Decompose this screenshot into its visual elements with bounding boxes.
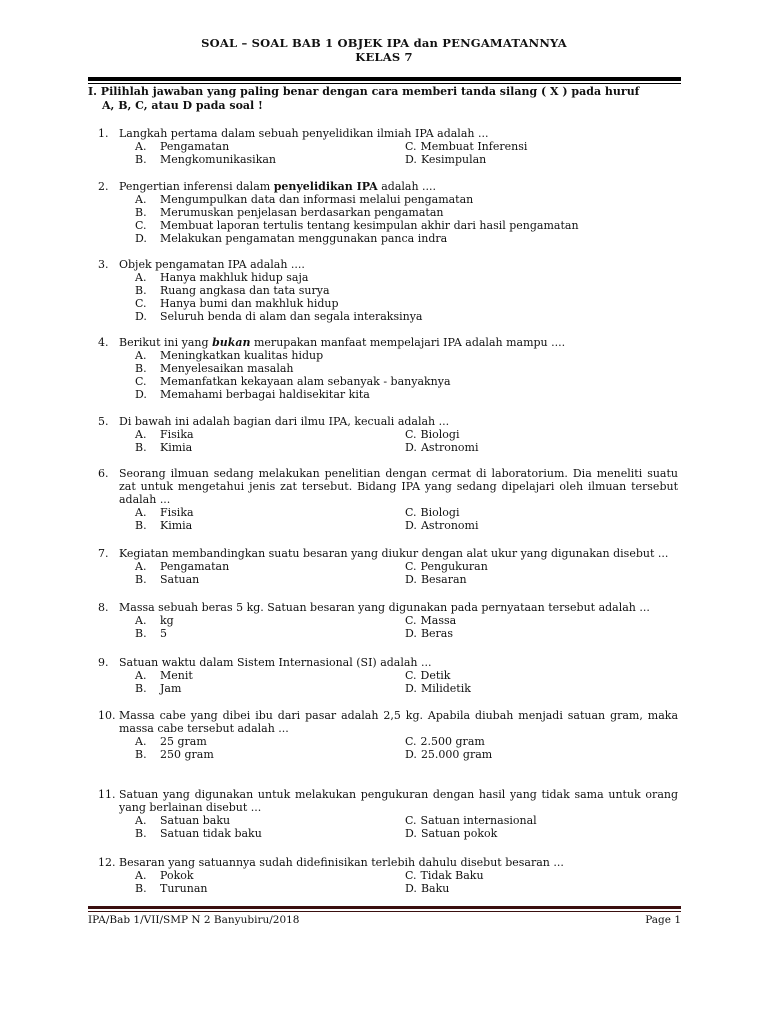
option-b[interactable]: B. Mengkomunikasikan — [135, 153, 276, 166]
option-b[interactable]: B. 5 — [135, 627, 167, 640]
question-text: Massa cabe yang dibei ibu dari pasar adalah 2,5 kg. Apabila diubah menjadi satuan gram, maka massa cabe tersebut adalah ... — [119, 709, 678, 735]
question-3 — [98, 258, 678, 323]
page-header — [0, 36, 768, 64]
question-text: Satuan yang digunakan untuk melakukan pengukuran dengan hasil yang tidak sama untuk orang yang berlainan disebut ... — [119, 788, 678, 814]
instruction — [88, 85, 688, 113]
option-d[interactable]: D. Kesimpulan — [405, 153, 487, 166]
question-number: 5. — [98, 415, 109, 428]
option-a[interactable]: A. Meningkatkan kualitas hidup — [135, 349, 324, 362]
page-title: SOAL – SOAL BAB 1 OBJEK IPA dan PENGAMATANNYA — [201, 36, 567, 50]
question-text: Pengertian inferensi dalam penyelidikan IPA adalah .... — [119, 180, 437, 193]
option-b[interactable]: B. Kimia — [135, 441, 193, 454]
question-text: Massa sebuah beras 5 kg. Satuan besaran yang digunakan pada pernyataan tersebut adalah ... — [119, 601, 650, 614]
option-c[interactable]: C. Hanya bumi dan makhluk hidup — [135, 297, 339, 310]
option-c[interactable]: C. Satuan internasional — [405, 814, 537, 827]
question-text: Berikut ini yang bukan merupakan manfaat mempelajari IPA adalah mampu .... — [119, 336, 566, 349]
option-c[interactable]: C. Membuat Inferensi — [405, 140, 528, 153]
option-a[interactable]: A. Pengamatan — [135, 140, 230, 153]
question-number: 12. — [98, 856, 116, 869]
question-text: Objek pengamatan IPA adalah .... — [119, 258, 305, 271]
option-c[interactable]: C. Tidak Baku — [405, 869, 484, 882]
footer-rule — [88, 906, 681, 909]
question-7 — [98, 547, 678, 586]
header-rule — [88, 77, 681, 81]
option-c[interactable]: C. Detik — [405, 669, 451, 682]
option-d[interactable]: D. Memahami berbagai haldisekitar kita — [135, 388, 370, 401]
option-b[interactable]: B. Jam — [135, 682, 182, 695]
question-number: 7. — [98, 547, 109, 560]
option-a[interactable]: A. Fisika — [135, 428, 194, 441]
option-c[interactable]: C. Massa — [405, 614, 457, 627]
option-d[interactable]: D. Baku — [405, 882, 450, 895]
option-d[interactable]: D. Beras — [405, 627, 453, 640]
page-number: Page 1 — [645, 914, 681, 926]
option-a[interactable]: A. 25 gram — [135, 735, 207, 748]
question-9 — [98, 656, 678, 695]
question-number: 8. — [98, 601, 109, 614]
header-rule-thin — [88, 83, 681, 84]
option-b[interactable]: B. Satuan tidak baku — [135, 827, 262, 840]
option-b[interactable]: B. Kimia — [135, 519, 193, 532]
question-number: 9. — [98, 656, 109, 669]
option-c[interactable]: C. Biologi — [405, 506, 460, 519]
question-number: 2. — [98, 180, 109, 193]
option-d[interactable]: D. Satuan pokok — [405, 827, 498, 840]
question-number: 4. — [98, 336, 109, 349]
question-number: 6. — [98, 467, 109, 480]
question-4 — [98, 336, 678, 401]
option-a[interactable]: A. Mengumpulkan data dan informasi melalui pengamatan — [135, 193, 474, 206]
question-6 — [98, 467, 678, 532]
option-d[interactable]: D. 25.000 gram — [405, 748, 493, 761]
option-b[interactable]: B. 250 gram — [135, 748, 214, 761]
option-b[interactable]: B. Turunan — [135, 882, 208, 895]
question-number: 10. — [98, 709, 116, 722]
question-5 — [98, 415, 678, 454]
option-a[interactable]: A. Pengamatan — [135, 560, 230, 573]
question-1 — [98, 127, 678, 166]
option-a[interactable]: A. Hanya makhluk hidup saja — [135, 271, 309, 284]
option-a[interactable]: A. kg — [135, 614, 174, 627]
question-8 — [98, 601, 678, 640]
option-a[interactable]: A. Menit — [135, 669, 193, 682]
option-a[interactable]: A. Satuan baku — [135, 814, 231, 827]
question-text: Kegiatan membandingkan suatu besaran yang diukur dengan alat ukur yang digunakan disebut ... — [119, 547, 669, 560]
option-c[interactable]: C. Membuat laporan tertulis tentang kesimpulan akhir dari hasil pengamatan — [135, 219, 579, 232]
question-text: Seorang ilmuan sedang melakukan penelitian dengan cermat di laboratorium. Dia meneliti suatu zat untuk mengetahui jenis zat tersebut. Bidang IPA yang sedang dipelajari oleh ilmuan tersebut adalah ... — [119, 467, 678, 506]
option-d[interactable]: D. Astronomi — [405, 441, 479, 454]
option-d[interactable]: D. Seluruh benda di alam dan segala interaksinya — [135, 310, 423, 323]
option-d[interactable]: D. Astronomi — [405, 519, 479, 532]
option-a[interactable]: A. Fisika — [135, 506, 194, 519]
question-number: 11. — [98, 788, 116, 801]
question-text: Besaran yang satuannya sudah didefinisikan terlebih dahulu disebut besaran ... — [119, 856, 564, 869]
question-text: Langkah pertama dalam sebuah penyelidikan ilmiah IPA adalah ... — [119, 127, 489, 140]
option-b[interactable]: B. Satuan — [135, 573, 200, 586]
option-c[interactable]: C. Pengukuran — [405, 560, 488, 573]
option-b[interactable]: B. Ruang angkasa dan tata surya — [135, 284, 330, 297]
instruction-line-1: I. Pilihlah jawaban yang paling benar dengan cara memberi tanda silang ( X ) pada huruf — [88, 85, 640, 98]
option-b[interactable]: B. Merumuskan penjelasan berdasarkan pengamatan — [135, 206, 444, 219]
question-text: Satuan waktu dalam Sistem Internasional (SI) adalah ... — [119, 656, 432, 669]
option-b[interactable]: B. Menyelesaikan masalah — [135, 362, 294, 375]
instruction-line-2: A, B, C, atau D pada soal ! — [102, 99, 263, 112]
option-c[interactable]: C. 2.500 gram — [405, 735, 485, 748]
question-12 — [98, 856, 678, 895]
option-d[interactable]: D. Besaran — [405, 573, 467, 586]
option-a[interactable]: A. Pokok — [135, 869, 194, 882]
question-number: 1. — [98, 127, 109, 140]
option-c[interactable]: C. Biologi — [405, 428, 460, 441]
option-d[interactable]: D. Melakukan pengamatan menggunakan panca indra — [135, 232, 448, 245]
question-10 — [98, 709, 678, 761]
question-text: Di bawah ini adalah bagian dari ilmu IPA, kecuali adalah ... — [119, 415, 450, 428]
footer-rule-thin — [88, 911, 681, 912]
option-d[interactable]: D. Milidetik — [405, 682, 471, 695]
option-c[interactable]: C. Memanfatkan kekayaan alam sebanyak - banyaknya — [135, 375, 451, 388]
question-2 — [98, 180, 678, 245]
question-11 — [98, 788, 678, 840]
page-subtitle: KELAS 7 — [355, 50, 413, 64]
footer-text: IPA/Bab 1/VII/SMP N 2 Banyubiru/2018 — [88, 914, 300, 926]
question-number: 3. — [98, 258, 109, 271]
